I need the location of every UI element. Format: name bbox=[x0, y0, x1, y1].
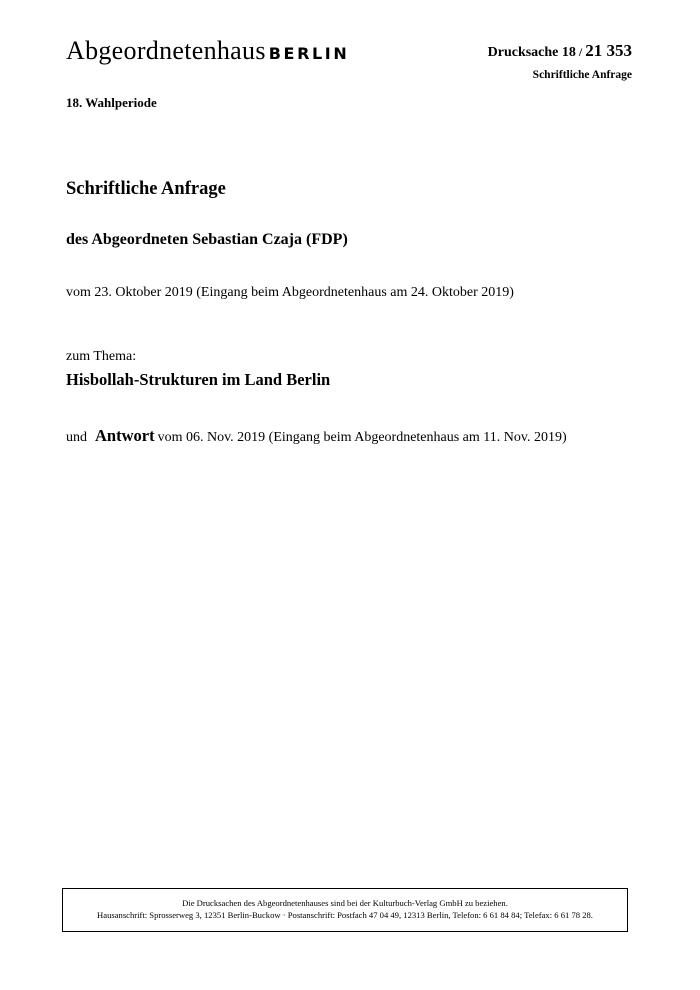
drucksache-number bbox=[488, 42, 632, 60]
logo-wordmark: Abgeordnetenhaus bbox=[66, 36, 266, 65]
footer-line-address: Hausanschrift: Sprosserweg 3, 12351 Berlin-Buckow · Postanschrift: Postfach 47 04 49, 12313 Berlin, Telefon: 6 61 84 84; Telefax: 6 61 78 28. bbox=[97, 910, 593, 920]
drucksache-slash: / bbox=[575, 45, 586, 59]
answer-date: vom 06. Nov. 2019 (Eingang beim Abgeordnetenhaus am 11. Nov. 2019) bbox=[157, 430, 567, 445]
inquiry-date: vom 23. Oktober 2019 (Eingang beim Abgeordnetenhaus am 24. Oktober 2019) bbox=[66, 285, 514, 300]
parliament-logo bbox=[66, 38, 349, 64]
answer-line bbox=[66, 426, 567, 446]
drucksache-value: 21 353 bbox=[585, 41, 632, 60]
drucksache-label: Drucksache 18 bbox=[487, 45, 576, 60]
document-reference bbox=[488, 42, 632, 81]
document-type: Schriftliche Anfrage bbox=[532, 69, 632, 81]
footer-line-distribution: Die Drucksachen des Abgeordnetenhauses sind bei der Kulturbuch-Verlag GmbH zu beziehen. bbox=[182, 898, 508, 908]
topic-label: zum Thema: bbox=[66, 349, 137, 364]
logo-city: BERLIN bbox=[268, 44, 350, 63]
author-line: des Abgeordneten Sebastian Czaja (FDP) bbox=[66, 231, 348, 248]
legislative-period: 18. Wahlperiode bbox=[66, 95, 157, 110]
topic-title: Hisbollah-Strukturen im Land Berlin bbox=[66, 370, 331, 389]
answer-prefix: und bbox=[66, 430, 87, 445]
answer-label: Antwort bbox=[95, 426, 155, 445]
footer-box bbox=[62, 888, 628, 932]
page-title: Schriftliche Anfrage bbox=[66, 179, 226, 199]
